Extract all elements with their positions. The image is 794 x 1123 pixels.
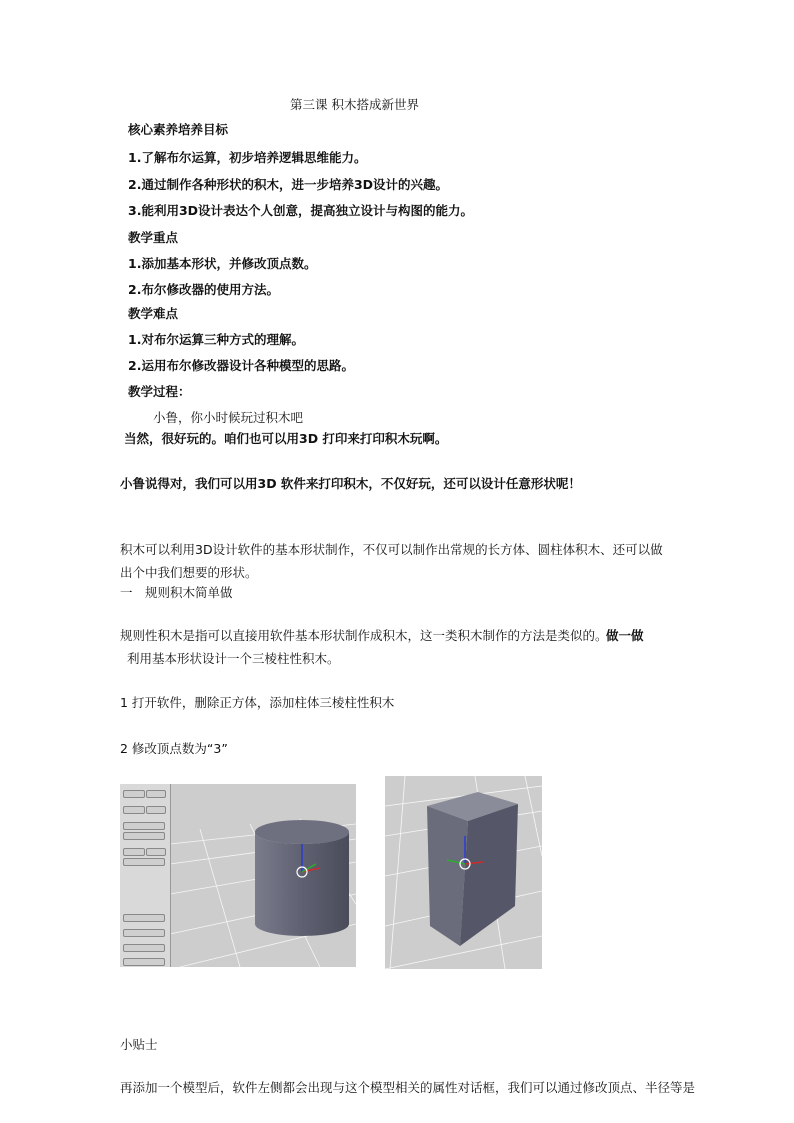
difficult-point-1: 1.对布尔运算三种方式的理解。	[128, 332, 304, 347]
key-point-1: 1.添加基本形状，并修改顶点数。	[128, 256, 317, 271]
key-point-2: 2.布尔修改器的使用方法。	[128, 282, 279, 297]
tip-title: 小贴士	[120, 1037, 158, 1052]
tip-text: 再添加一个模型后，软件左侧都会出现与这个模型相关的属性对话框，我们可以通过修改顶点、半径等是	[120, 1080, 696, 1095]
section-difficult-heading: 教学难点	[128, 306, 179, 321]
section-key-heading: 教学重点	[128, 230, 179, 245]
dialog-line-2: 当然，很好玩的。咱们也可以用3D 打印来打印积木玩啊。	[124, 431, 448, 446]
dialog-line-3: 小鲁说得对，我们可以用3D 软件来打印积木，不仅好玩，还可以设计任意形状呢！	[120, 476, 581, 491]
goal-3: 3.能利用3D设计表达个人创意，提高独立设计与构图的能力。	[128, 203, 474, 218]
dialog-line-1: 小鲁，你小时候玩过积木吧	[153, 410, 304, 425]
paragraph-3: 利用基本形状设计一个三棱柱性积木。	[127, 651, 340, 666]
do-it-label: 做一做	[606, 628, 644, 643]
step-2: 2 修改顶点数为“3”	[120, 741, 228, 756]
section-process-heading: 教学过程：	[128, 384, 191, 399]
triangular-prism-render-icon	[385, 776, 542, 969]
difficult-point-2: 2.运用布尔修改器设计各种模型的思路。	[128, 358, 354, 373]
page-title: 第三课 积木搭成新世界	[290, 97, 419, 112]
heading-regular-blocks: 一 规则积木简单做	[120, 585, 233, 600]
paragraph-1-line-1: 积木可以利用3D设计软件的基本形状制作，不仅可以制作出常规的长方体、圆柱体积木、还可以做	[120, 542, 663, 557]
section-core-heading: 核心素养培养目标	[128, 122, 229, 137]
goal-2: 2.通过制作各种形状的积木，进一步培养3D设计的兴趣。	[128, 177, 449, 192]
goal-1: 1.了解布尔运算，初步培养逻辑思维能力。	[128, 150, 367, 165]
step-1: 1 打开软件，删除正方体，添加柱体三棱柱性积木	[120, 695, 395, 710]
paragraph-2: 规则性积木是指可以直接用软件基本形状制作成积木，这一类积木制作的方法是类似的。	[120, 628, 608, 643]
cylinder-screenshot	[120, 784, 356, 967]
paragraph-1-line-2: 出个中我们想要的形状。	[120, 565, 258, 580]
properties-panel	[120, 784, 171, 967]
prism-screenshot	[385, 776, 542, 969]
